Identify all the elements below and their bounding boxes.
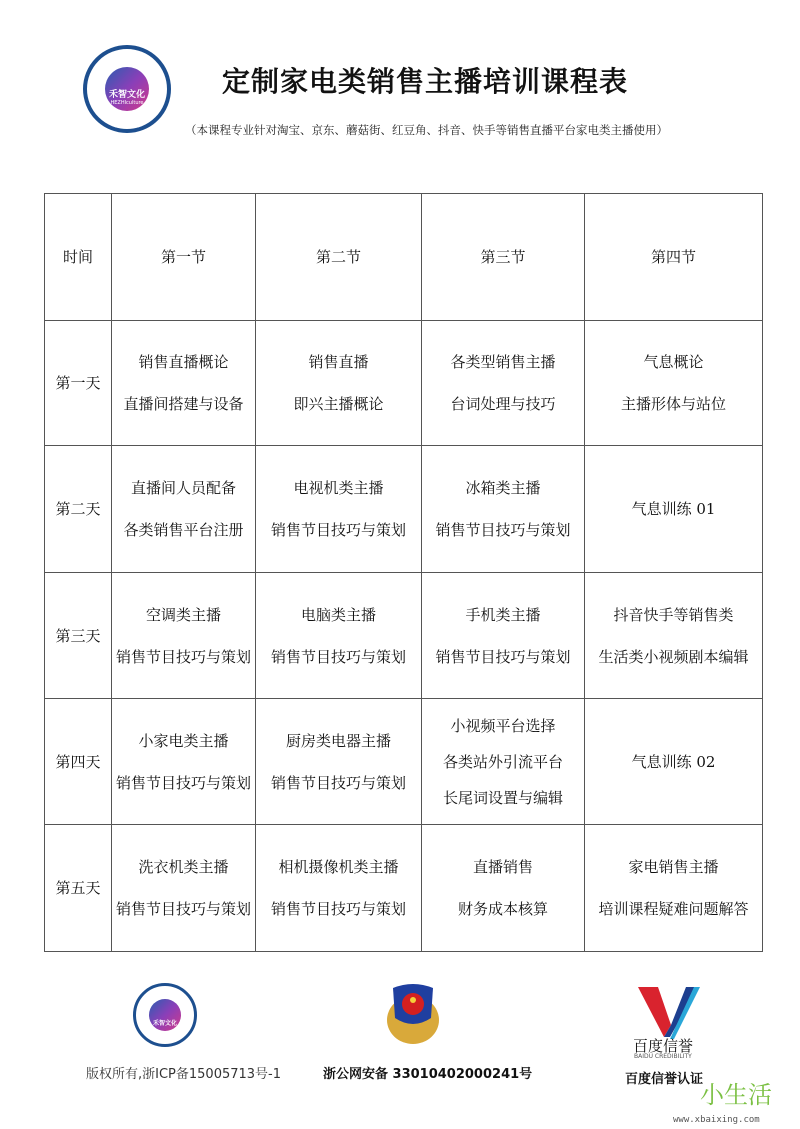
course-item: 销售直播 <box>308 353 369 371</box>
table-row <box>45 573 763 699</box>
course-cell <box>585 446 763 573</box>
day-cell: 第三天 <box>45 573 112 699</box>
course-item: 销售节目技巧与策划 <box>435 521 571 539</box>
course-cell <box>422 573 585 699</box>
police-record: 浙公网安备 33010402000241号 <box>323 1067 533 1082</box>
course-cell <box>112 699 256 825</box>
course-cell <box>422 321 585 446</box>
footer-company-logo: 禾智文化 <box>133 983 197 1047</box>
course-cell <box>422 825 585 952</box>
header-cell: 时间 <box>45 194 112 321</box>
day-cell: 第五天 <box>45 825 112 952</box>
table-row <box>45 825 763 952</box>
icp-license: 版权所有,浙ICP备15005713号-1 <box>86 1067 282 1082</box>
course-item: 销售节目技巧与策划 <box>115 900 251 918</box>
course-cell <box>585 699 763 825</box>
course-item: 气息概论 <box>643 353 704 371</box>
police-badge-icon <box>383 980 443 1048</box>
course-item: 电脑类主播 <box>300 605 376 624</box>
course-item: 小家电类主播 <box>138 731 229 750</box>
page-subtitle: （本课程专业针对淘宝、京东、蘑菇街、红豆角、抖音、快手等销售直播平台家电类主播使用） <box>185 123 668 137</box>
course-item: 销售节目技巧与策划 <box>115 647 251 666</box>
course-item: 气息训练 02 <box>631 752 716 771</box>
table-row <box>45 699 763 825</box>
course-item: 冰箱类主播 <box>465 479 541 497</box>
course-cell <box>256 573 422 699</box>
course-cell <box>585 825 763 952</box>
course-item: 相机摄像机类主播 <box>278 858 399 876</box>
course-item: 家电销售主播 <box>628 858 719 876</box>
watermark-text: 小生活 <box>700 1081 772 1109</box>
table-row <box>45 446 763 573</box>
course-item: 直播间搭建与设备 <box>123 395 244 413</box>
course-item: 各类销售平台注册 <box>123 521 244 539</box>
course-item: 销售直播概论 <box>138 353 229 371</box>
watermark-url: www.xbaixing.com <box>673 1115 760 1125</box>
course-item: 长尾词设置与编辑 <box>442 788 563 807</box>
table-row <box>45 321 763 446</box>
course-cell <box>112 573 256 699</box>
course-cell <box>422 446 585 573</box>
course-cell <box>256 699 422 825</box>
course-cell <box>422 699 585 825</box>
course-item: 气息训练 01 <box>631 500 716 518</box>
course-item: 小视频平台选择 <box>450 716 556 735</box>
course-item: 抖音快手等销售类 <box>613 605 734 624</box>
header-cell: 第四节 <box>585 194 763 321</box>
header-cell: 第二节 <box>256 194 422 321</box>
baidu-credibility-en: BAIDU CREDIBILITY <box>634 1053 692 1060</box>
course-cell <box>256 825 422 952</box>
course-item: 台词处理与技巧 <box>450 395 556 413</box>
course-item: 主播形体与站位 <box>620 395 726 413</box>
course-cell <box>256 446 422 573</box>
course-item: 生活类小视频剧本编辑 <box>598 647 749 666</box>
company-logo: 禾智文化 HEZHIculture <box>83 45 171 133</box>
day-cell: 第四天 <box>45 699 112 825</box>
page-title: 定制家电类销售主播培训课程表 <box>222 65 629 98</box>
course-item: 销售节目技巧与策划 <box>435 647 571 666</box>
course-table <box>44 193 763 952</box>
course-item: 空调类主播 <box>145 605 221 624</box>
course-cell <box>112 446 256 573</box>
course-cell <box>112 321 256 446</box>
header-cell: 第一节 <box>112 194 256 321</box>
course-item: 直播间人员配备 <box>130 479 236 497</box>
course-item: 厨房类电器主播 <box>285 731 391 750</box>
course-cell <box>585 573 763 699</box>
course-item: 洗衣机类主播 <box>138 858 229 876</box>
course-item: 销售节目技巧与策划 <box>115 773 251 792</box>
course-item: 电视机类主播 <box>293 479 384 497</box>
baidu-credibility-name: 百度信誉 <box>633 1037 694 1055</box>
course-item: 各类站外引流平台 <box>442 752 563 771</box>
course-item: 销售节目技巧与策划 <box>270 647 406 666</box>
course-item: 销售节目技巧与策划 <box>270 521 406 539</box>
course-item: 培训课程疑难问题解答 <box>598 900 749 918</box>
day-cell: 第二天 <box>45 446 112 573</box>
course-item: 财务成本核算 <box>457 900 548 918</box>
course-cell <box>112 825 256 952</box>
baidu-credibility-logo-icon <box>636 985 701 1040</box>
baidu-certification: 百度信誉认证 <box>625 1072 704 1087</box>
course-cell <box>585 321 763 446</box>
course-item: 销售节目技巧与策划 <box>270 900 406 918</box>
course-item: 销售节目技巧与策划 <box>270 773 406 792</box>
table-header-row <box>45 194 763 321</box>
day-cell: 第一天 <box>45 321 112 446</box>
course-item: 各类型销售主播 <box>450 353 556 371</box>
course-item: 直播销售 <box>472 858 533 876</box>
course-item: 手机类主播 <box>465 605 541 624</box>
header-cell: 第三节 <box>422 194 585 321</box>
course-cell <box>256 321 422 446</box>
course-item: 即兴主播概论 <box>293 395 384 413</box>
